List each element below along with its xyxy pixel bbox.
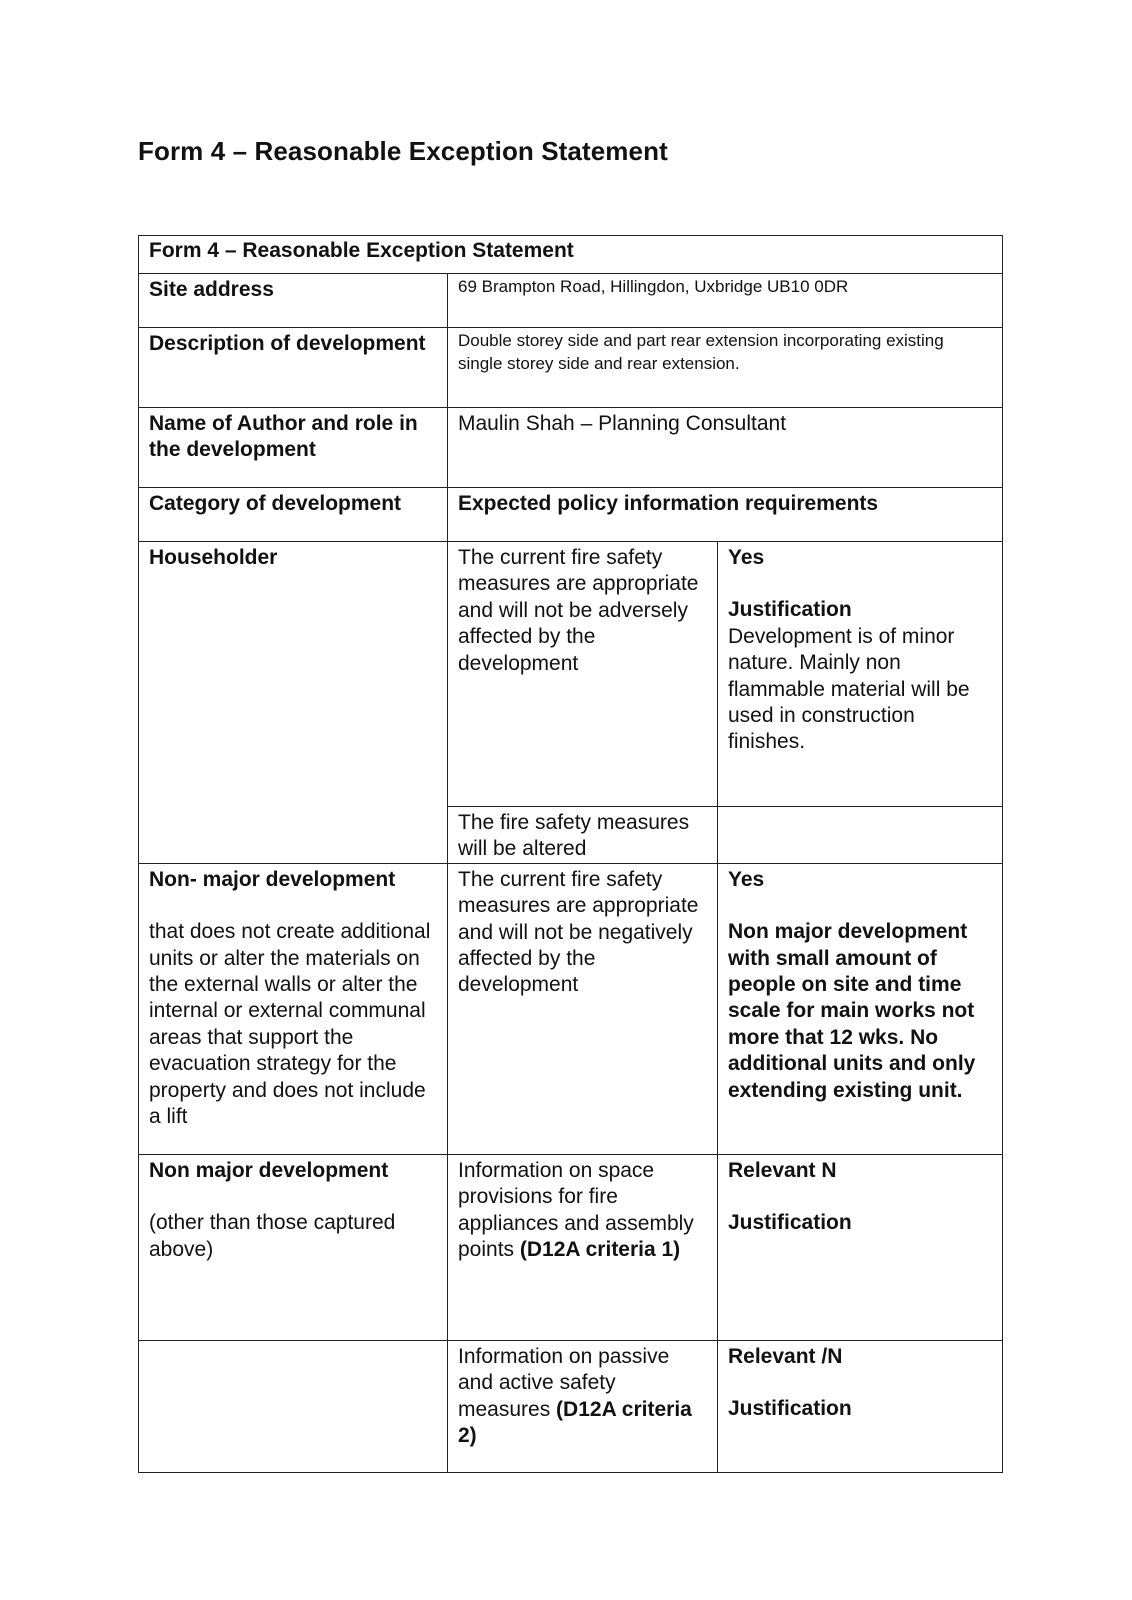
non-major-2-answer-1: Relevant N: [728, 1158, 837, 1182]
non-major-2-requirement-1-ref: (D12A criteria 1): [519, 1238, 681, 1262]
non-major-2-requirement-1-cell: [448, 1154, 718, 1340]
non-major-1-title: Non- major development: [149, 867, 396, 891]
householder-answer-2: [718, 807, 1003, 864]
table-header-row: [139, 236, 1003, 274]
non-major-2-description: (other than those captured above): [149, 1211, 396, 1261]
householder-answer-1: Yes: [728, 546, 765, 569]
reasonable-exception-table: [138, 235, 1003, 1473]
category-header: Category of development: [139, 488, 448, 542]
non-major-2-requirement-1-text: Information on space provisions for fire appliances and assembly points: [458, 1158, 694, 1262]
non-major-1-answer: Yes: [728, 867, 765, 891]
householder-requirement-1: The current fire safety measures are appropriate and will not be adversely affected by the development: [448, 542, 718, 807]
householder-justification-label: Justification: [728, 598, 852, 622]
non-major-2-requirement-2-ref: (D12A criteria 2): [458, 1397, 692, 1448]
non-major-2-answer-2: Relevant /N: [728, 1344, 843, 1368]
table-header: Form 4 – Reasonable Exception Statement: [139, 236, 1003, 274]
non-major-1-answer-cell: [718, 863, 1003, 1154]
householder-category: Householder: [139, 542, 448, 864]
non-major-1-requirement: The current fire safety measures are appropriate and will not be negatively affected by the development: [448, 863, 718, 1154]
non-major-2-requirement-2-cell: [448, 1340, 718, 1472]
non-major-2-answer-2-cell: [718, 1340, 1003, 1472]
non-major-2-requirement-2-text: Information on passive and active safety measures: [458, 1344, 670, 1421]
non-major-1-description: that does not create additional units or alter the materials on the external walls or alter the internal or external communal areas that support the evacuation strategy for the property and does not include a lift: [149, 920, 431, 1129]
householder-row-1: [139, 542, 1003, 807]
non-major-2-category-cell: [139, 1154, 448, 1340]
non-major-2-justification-2: Justification: [728, 1397, 852, 1421]
description-row: [139, 328, 1003, 408]
non-major-2-row-2: [139, 1340, 1003, 1472]
author-row: [139, 408, 1003, 488]
page-title: Form 4 – Reasonable Exception Statement: [138, 136, 668, 166]
non-major-2-title: Non major development: [149, 1158, 389, 1182]
non-major-1-justification: Non major development with small amount of people on site and time scale for main works not more that 12 wks. No additional units and only extending existing unit.: [728, 920, 976, 1102]
non-major-2-row-1: [139, 1154, 1003, 1340]
non-major-1-category-cell: [139, 863, 448, 1154]
householder-answer-cell-1: [718, 542, 1003, 807]
householder-justification-text: Development is of minor nature. Mainly non flammable material will be used in construction finishes.: [728, 624, 970, 754]
site-address-value: 69 Brampton Road, Hillingdon, Uxbridge UB10 0DR: [448, 274, 1003, 328]
non-major-2-empty-cell: [139, 1340, 448, 1472]
requirements-header: Expected policy information requirements: [448, 488, 1003, 542]
description-label: Description of development: [139, 328, 448, 408]
author-value: Maulin Shah – Planning Consultant: [448, 408, 1003, 488]
site-address-label: Site address: [139, 274, 448, 328]
householder-requirement-2: The fire safety measures will be altered: [448, 807, 718, 864]
non-major-2-justification-1: Justification: [728, 1211, 852, 1235]
site-address-row: [139, 274, 1003, 328]
category-header-row: [139, 488, 1003, 542]
non-major-1-row: [139, 863, 1003, 1154]
author-label: Name of Author and role in the development: [139, 408, 448, 488]
non-major-2-answer-1-cell: [718, 1154, 1003, 1340]
description-value: Double storey side and part rear extension incorporating existing single storey side and rear extension.: [448, 328, 1003, 408]
